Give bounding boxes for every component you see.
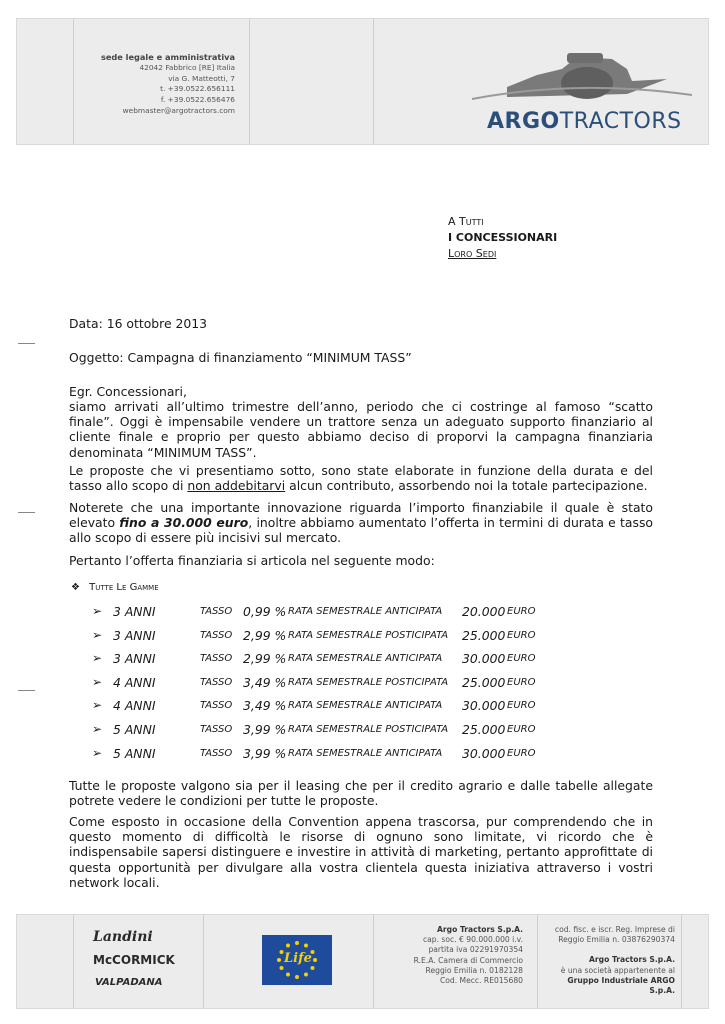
arrow-bullet-icon: ➢ — [92, 627, 103, 642]
fold-mark — [18, 343, 35, 344]
offer-currency: EURO — [507, 653, 536, 665]
recipient-block — [448, 214, 557, 262]
range-heading: ❖ Tutte Le Gamme — [71, 582, 159, 593]
recipient-line: A Tutti — [448, 215, 484, 228]
fold-mark — [18, 690, 35, 691]
offer-installment-type: RATA SEMESTRALE POSTICIPATA — [288, 724, 449, 735]
fold-mark — [18, 512, 35, 513]
offer-installment-type: RATA SEMESTRALE ANTICIPATA — [288, 747, 443, 759]
offer-amount: 30.000 — [462, 698, 506, 714]
address-line: webmaster@argotractors.com — [122, 105, 235, 115]
offer-rate: 3,99 % — [243, 722, 287, 737]
offer-rate-label: TASSO — [200, 606, 233, 617]
paragraph: Le proposte che vi presentiamo sotto, sono state elaborate in funzione della durata e del tasso allo scopo di non addebitarvi alcun contributo, assorbendo noi la totale partecipazione. — [69, 463, 653, 494]
letterhead-header — [16, 18, 709, 145]
paragraph: siamo arrivati all’ultimo trimestre dell’anno, periodo che ci costringe al famoso “scatto finale”. Oggi è impensabile vendere un trattore senza un adeguato supporto finanziario al cliente finale e proprio per questo abbiamo deciso di proporvi la campagna finanziaria denominata “MINIMUM TASS”. — [69, 399, 653, 460]
offer-amount: 30.000 — [462, 651, 506, 667]
offer-amount: 25.000 — [462, 627, 506, 643]
logo-wordmark: ARGOTRACTORS — [487, 109, 682, 134]
eu-life-logo — [262, 935, 332, 985]
tractor-icon — [467, 39, 697, 109]
offer-rate-label: TASSO — [200, 676, 233, 688]
offer-installment-type: RATA SEMESTRALE POSTICIPATA — [288, 676, 449, 688]
offer-installment-type: RATA SEMESTRALE POSTICIPATA — [288, 629, 449, 641]
offer-installment-type: RATA SEMESTRALE ANTICIPATA — [288, 606, 443, 617]
salutation: Egr. Concessionari, — [69, 384, 187, 399]
offer-amount: 25.000 — [462, 674, 506, 690]
offer-installment-type: RATA SEMESTRALE ANTICIPATA — [288, 700, 443, 712]
life-label: Life — [284, 951, 312, 966]
company-address — [85, 52, 235, 117]
paragraph: Pertanto l’offerta finanziaria si articola nel seguente modo: — [69, 553, 435, 568]
mccormick-brand: McCORMICK — [93, 953, 175, 967]
footer-company-info: Argo Tractors S.p.A. cap. soc. € 90.000.000 i.v. partita iva 02291970354 R.E.A. Camera di Commercio Reggio Emilia n. 0182128 Cod. Mecc. RE015680 — [413, 925, 523, 986]
offer-rate-label: TASSO — [200, 700, 233, 712]
offer-currency: EURO — [507, 676, 536, 688]
offer-rate: 2,99 % — [243, 651, 287, 667]
paragraph: Noterete che una importante innovazione riguarda l’importo finanziabile il quale è stato elevato fino a 30.000 euro, inoltre abbiamo aumentato l’offerta in termini di durata e tasso allo scopo di essere più incisivi sul mercato. — [69, 500, 653, 546]
paragraph: Come esposto in occasione della Convention appena trascorsa, pur comprendendo che in questo momento di difficoltà le risorse di ognuno sono limitate, vi ricordo che è indispensabile sapersi distinguere e investire in attività di marketing, pertanto approfittate di questa opportunità per divulgare alla vostra clientela questa iniziativa attraverso i vostri network locali. — [69, 814, 653, 890]
address-line: f. +39.0522.656476 — [160, 95, 235, 105]
arrow-bullet-icon: ➢ — [92, 745, 103, 760]
offer-rate: 3,49 % — [243, 674, 287, 690]
letterhead-footer — [16, 914, 709, 1009]
offer-installment-type: RATA SEMESTRALE ANTICIPATA — [288, 653, 443, 665]
address-line: t. +39.0522.656111 — [160, 84, 235, 94]
letter-date: Data: 16 ottobre 2013 — [69, 316, 208, 331]
offer-rate: 0,99 % — [243, 604, 287, 619]
offer-currency: EURO — [507, 724, 536, 735]
offer-rate-label: TASSO — [200, 653, 233, 665]
offer-duration: 4 ANNI — [113, 698, 156, 714]
offer-currency: EURO — [507, 700, 536, 712]
valpadana-brand: VALPADANA — [95, 977, 163, 988]
offer-duration: 4 ANNI — [113, 674, 156, 690]
diamond-bullet-icon: ❖ — [71, 582, 80, 593]
recipient-line: I CONCESSIONARI — [448, 231, 558, 244]
offer-amount: 30.000 — [462, 745, 506, 761]
address-title: sede legale e amministrativa — [100, 52, 235, 62]
offer-rate: 3,99 % — [243, 745, 287, 761]
address-line: via G. Matteotti, 7 — [168, 73, 235, 83]
offer-duration: 5 ANNI — [113, 745, 156, 761]
offer-rate: 2,99 % — [243, 627, 287, 643]
paragraph: Tutte le proposte valgono sia per il leasing che per il credito agrario e dalle tabelle allegate potrete vedere le condizioni per tutte le proposte. — [69, 778, 653, 809]
recipient-line: Loro Sedi — [448, 247, 497, 260]
offer-rate: 3,49 % — [243, 698, 287, 714]
offer-currency: EURO — [507, 629, 536, 641]
letter-subject: Oggetto: Campagna di finanziamento “MINIMUM TASS” — [69, 350, 412, 365]
offer-amount: 20.000 — [462, 604, 506, 619]
offer-duration: 3 ANNI — [113, 651, 156, 667]
address-line: 42042 Fabbrico [RE] Italia — [139, 62, 235, 72]
offer-rate-label: TASSO — [200, 747, 233, 759]
argo-tractors-logo — [467, 39, 697, 139]
arrow-bullet-icon: ➢ — [92, 651, 103, 666]
offer-amount: 25.000 — [462, 722, 506, 737]
offer-currency: EURO — [507, 606, 536, 617]
footer-registration-info: cod. fisc. e iscr. Reg. Imprese di Reggio Emilia n. 03876290374 Argo Tractors S.p.A. è una società appartenente al Gruppo Industriale ARGO S.p.A. — [554, 925, 675, 996]
offer-currency: EURO — [507, 747, 536, 759]
offer-duration: 3 ANNI — [113, 604, 156, 619]
arrow-bullet-icon: ➢ — [92, 698, 103, 713]
arrow-bullet-icon: ➢ — [92, 722, 103, 736]
offer-rate-label: TASSO — [200, 629, 233, 641]
offer-rate-label: TASSO — [200, 724, 233, 735]
arrow-bullet-icon: ➢ — [92, 674, 103, 689]
arrow-bullet-icon: ➢ — [92, 604, 103, 618]
offer-duration: 3 ANNI — [113, 627, 156, 643]
offer-duration: 5 ANNI — [113, 722, 156, 737]
landini-brand: Landini — [93, 929, 153, 945]
